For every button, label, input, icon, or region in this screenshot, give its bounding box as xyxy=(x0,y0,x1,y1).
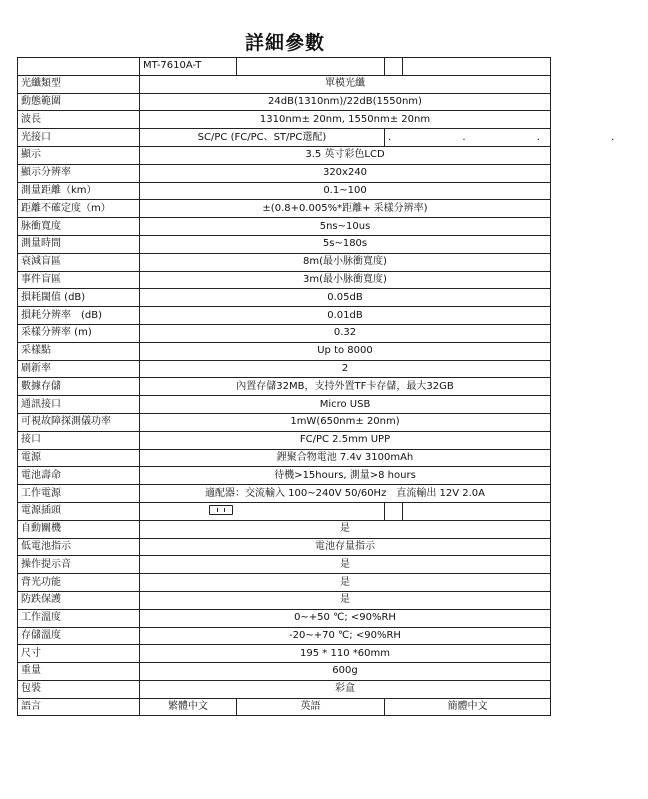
spec-label: 波長 xyxy=(18,111,140,129)
spec-label: 電源 xyxy=(18,449,140,467)
spec-label: 存儲溫度 xyxy=(18,627,140,645)
spec-label: 可視故障探測儀功率 xyxy=(18,413,140,431)
spec-label: 衰減盲區 xyxy=(18,253,140,271)
spec-value: 0.01dB xyxy=(140,307,551,325)
spec-label: 自動關機 xyxy=(18,520,140,538)
table-row xyxy=(18,360,551,378)
spec-value: 單模光纖 xyxy=(140,75,551,93)
spec-value: 是 xyxy=(140,574,551,592)
spec-label: 顯示分辨率 xyxy=(18,164,140,182)
table-row xyxy=(18,200,551,218)
table-row xyxy=(18,289,551,307)
blank-cell xyxy=(403,502,551,520)
table-row xyxy=(18,182,551,200)
spec-label: 數據存儲 xyxy=(18,378,140,396)
spec-label: 低電池指示 xyxy=(18,538,140,556)
power-plug-cell xyxy=(140,502,385,520)
spec-label: 背光功能 xyxy=(18,574,140,592)
spec-value: 0.1~100 xyxy=(140,182,551,200)
spec-value: 適配器：交流輸入 100~240V 50/60Hz 直流輸出 12V 2.0A xyxy=(140,485,551,503)
table-row xyxy=(18,627,551,645)
table-row xyxy=(18,467,551,485)
spec-label: 工作溫度 xyxy=(18,609,140,627)
table-row xyxy=(18,680,551,698)
spec-label: 包裝 xyxy=(18,680,140,698)
table-row xyxy=(18,378,551,396)
spec-label: 防跌保護 xyxy=(18,591,140,609)
spec-value: 600g xyxy=(140,663,551,681)
table-row xyxy=(18,413,551,431)
spec-label: 光接口 xyxy=(18,129,140,147)
spec-value: 1310nm± 20nm, 1550nm± 20nm xyxy=(140,111,551,129)
table-row xyxy=(18,111,551,129)
table-row xyxy=(18,129,551,147)
table-row xyxy=(18,342,551,360)
spec-label: 尺寸 xyxy=(18,645,140,663)
spec-label: 操作提示音 xyxy=(18,556,140,574)
spec-value: 3m(最小脉衝寬度) xyxy=(140,271,551,289)
spec-value: 320x240 xyxy=(140,164,551,182)
spec-label: 測量距離（km） xyxy=(18,182,140,200)
spec-value: 是 xyxy=(140,591,551,609)
spec-value: SC/PC (FC/PC、ST/PC選配) xyxy=(140,129,385,147)
table-row xyxy=(18,556,551,574)
table-row xyxy=(18,591,551,609)
language-row xyxy=(18,698,551,716)
spec-value: 1mW(650nm± 20nm) xyxy=(140,413,551,431)
spec-label: 光纖類型 xyxy=(18,75,140,93)
spec-label: 刷新率 xyxy=(18,360,140,378)
spec-value: Micro USB xyxy=(140,396,551,414)
blank-cell xyxy=(403,58,551,76)
spec-value: 2 xyxy=(140,360,551,378)
spec-value: 內置存儲32MB，支持外置TF卡存儲，最大32GB xyxy=(140,378,551,396)
table-row xyxy=(18,93,551,111)
spec-value: ±(0.8+0.005%*距離+ 采樣分辨率) xyxy=(140,200,551,218)
spec-label: 距離不確定度（m） xyxy=(18,200,140,218)
table-row xyxy=(18,164,551,182)
spec-label: 通訊接口 xyxy=(18,396,140,414)
spec-label: 接口 xyxy=(18,431,140,449)
spec-label: 電源插頭 xyxy=(18,502,140,520)
spec-value: 0.32 xyxy=(140,324,551,342)
power-socket-icon xyxy=(209,505,233,515)
spec-value: 5ns~10us xyxy=(140,218,551,236)
spec-value: 待機>15hours, 測量>8 hours xyxy=(140,467,551,485)
model-cell: MT-7610A-T xyxy=(140,58,237,76)
blank-cell xyxy=(385,502,403,520)
table-row xyxy=(18,609,551,627)
spec-label: 脉衝寬度 xyxy=(18,218,140,236)
spec-value: 8m(最小脉衝寬度) xyxy=(140,253,551,271)
spec-label: 損耗閾值 (dB) xyxy=(18,289,140,307)
spec-value: Up to 8000 xyxy=(140,342,551,360)
spec-value: 鋰聚合物電池 7.4v 3100mAh xyxy=(140,449,551,467)
table-row xyxy=(18,431,551,449)
page-title: 詳細參數 xyxy=(244,32,325,54)
spec-table-body xyxy=(18,58,648,716)
table-row xyxy=(18,396,551,414)
table-row xyxy=(18,502,551,520)
spec-label: 事件盲區 xyxy=(18,271,140,289)
spec-value: 彩盒 xyxy=(140,680,551,698)
language-option: 繁體中文 xyxy=(140,698,237,716)
spec-label: 重量 xyxy=(18,663,140,681)
blank-cell xyxy=(18,58,140,76)
spec-value: 24dB(1310nm)/22dB(1550nm) xyxy=(140,93,551,111)
table-row xyxy=(18,520,551,538)
language-option: 英語 xyxy=(237,698,385,716)
table-row xyxy=(18,324,551,342)
spec-value: 0.05dB xyxy=(140,289,551,307)
spec-label: 采樣分辨率 (m) xyxy=(18,324,140,342)
spec-label: 顯示 xyxy=(18,146,140,164)
spec-label: 測量時間 xyxy=(18,235,140,253)
table-row xyxy=(18,449,551,467)
table-row xyxy=(18,485,551,503)
spec-table xyxy=(17,57,648,716)
table-row xyxy=(18,538,551,556)
table-row xyxy=(18,75,551,93)
spec-value: 0~+50 ℃; <90%RH xyxy=(140,609,551,627)
table-row xyxy=(18,58,551,76)
table-row xyxy=(18,218,551,236)
spec-value: 電池存量指示 xyxy=(140,538,551,556)
spec-value: -20~+70 ℃; <90%RH xyxy=(140,627,551,645)
spec-value: 5s~180s xyxy=(140,235,551,253)
spec-value: 195 * 110 *60mm xyxy=(140,645,551,663)
dotted-cell: . . . . xyxy=(385,129,551,147)
blank-cell xyxy=(237,58,385,76)
spec-value: FC/PC 2.5mm UPP xyxy=(140,431,551,449)
spec-label: 電池壽命 xyxy=(18,467,140,485)
table-row xyxy=(18,146,551,164)
table-row xyxy=(18,271,551,289)
table-row xyxy=(18,253,551,271)
spec-label: 采樣點 xyxy=(18,342,140,360)
spec-value: 是 xyxy=(140,556,551,574)
spec-label: 損耗分辨率 (dB) xyxy=(18,307,140,325)
table-row xyxy=(18,574,551,592)
spec-label: 動態範圍 xyxy=(18,93,140,111)
spec-value: 是 xyxy=(140,520,551,538)
spec-value: 3.5 英寸彩色LCD xyxy=(140,146,551,164)
table-row xyxy=(18,307,551,325)
table-row xyxy=(18,645,551,663)
table-row xyxy=(18,235,551,253)
spec-label: 工作電源 xyxy=(18,485,140,503)
table-row xyxy=(18,663,551,681)
spec-label: 語言 xyxy=(18,698,140,716)
language-option: 簡體中文 xyxy=(385,698,551,716)
blank-cell xyxy=(385,58,403,76)
